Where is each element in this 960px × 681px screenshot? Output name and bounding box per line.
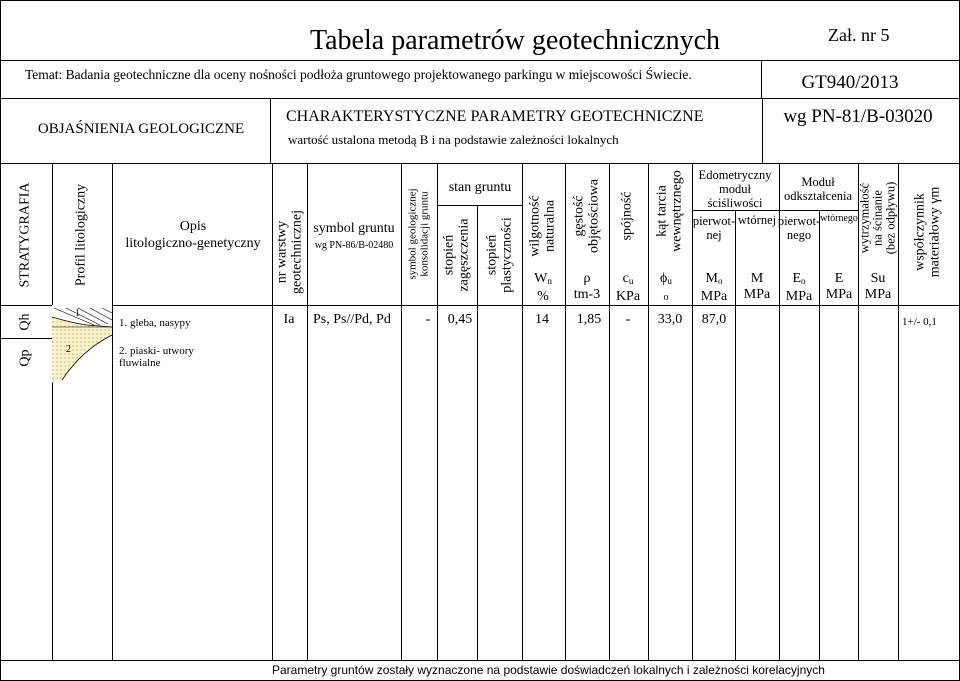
cell-moisture: 14: [535, 312, 549, 327]
e-symbol: E: [834, 271, 844, 286]
layer-2-description-line2: fluwialne: [119, 357, 161, 369]
cell-layer: Ia: [283, 312, 295, 327]
e0-symbol-sub: o: [801, 275, 806, 286]
oedometric-secondary-unit: [744, 271, 770, 303]
lithological-profile-drawing: [52, 305, 113, 385]
cohesion-unit: [616, 271, 640, 305]
soil-symbol-header-label: symbol gruntu: [313, 221, 395, 236]
deformation-primary-header: [778, 214, 820, 242]
deformation-primary-header-line2: nego: [786, 228, 812, 242]
cell-geological-symbol: -: [425, 312, 431, 327]
layer-1-description: 1. gleba, nasypy: [119, 317, 191, 329]
document-code: GT940/2013: [801, 72, 899, 93]
moisture-unit: [534, 271, 552, 305]
deformation-secondary-unit: [826, 271, 852, 303]
plasticity-index-header-line1: stopień: [484, 234, 500, 276]
bulk-density-unit-label: tm-3: [573, 287, 601, 302]
cohesion-symbol-sub: u: [628, 275, 634, 286]
m0-symbol-sub: o: [717, 275, 723, 286]
deformation-modulus-header-line2: odkształcenia: [783, 189, 853, 203]
e-unit-label: MPa: [825, 287, 853, 302]
oedometric-primary-unit: [701, 271, 727, 305]
geological-explanations: OBJAŚNIENIA GEOLOGICZNE: [37, 121, 245, 137]
oedometric-modulus-header-line3: ściśliwości: [707, 196, 763, 210]
cell-friction-angle: 33,0: [657, 312, 683, 327]
bulk-density-header-line1: gęstość: [571, 195, 587, 237]
bulk-density-header: [572, 179, 601, 253]
deformation-modulus-header-line1: Moduł: [801, 175, 835, 189]
geological-symbol-header-line1: symbol geologicznej: [406, 188, 419, 280]
friction-symbol-sub: u: [667, 275, 672, 286]
oedometric-modulus-header-line1: Edometryczny: [698, 168, 772, 182]
deformation-primary-unit: [786, 271, 812, 305]
stratigraphy-qp: Qp: [17, 349, 33, 367]
standard-reference: wg PN-81/B-03020: [783, 106, 933, 127]
cohesion-header: spójność: [619, 191, 635, 241]
deformation-primary-header-line1: pierwot-: [777, 214, 821, 228]
m0-unit-label: MPa: [700, 288, 728, 304]
density-index-header-line1: stopień: [441, 234, 457, 276]
oedometric-primary-header-line1: pierwot-: [692, 214, 736, 228]
description-header-line1: Opis: [179, 219, 207, 234]
moisture-header: [528, 195, 557, 256]
oedometric-modulus-header: [699, 168, 772, 210]
m0-symbol: M: [705, 271, 718, 286]
shear-strength-header-line1: wytrzymałość: [857, 182, 872, 254]
lithological-profile-header: Profil litologiczny: [73, 183, 89, 287]
characteristic-parameters-title: CHARAKTERYSTYCZNE PARAMETRY GEOTECHNICZNE: [286, 108, 704, 125]
description-header: [125, 218, 260, 252]
moisture-unit-label: %: [537, 288, 549, 304]
geological-symbol-header: [407, 188, 430, 279]
layer-2-description-line1: 2. piaski- utwory: [119, 345, 194, 357]
layer-number-header-line2: geotechnicznej: [289, 210, 304, 294]
moisture-header-line2: naturalna: [542, 199, 557, 253]
material-coefficient-header: [913, 187, 942, 278]
bulk-density-unit: [574, 271, 600, 303]
plasticity-index-header: [485, 217, 514, 292]
description-header-line2: litologiczno-genetyczny: [125, 236, 261, 251]
bulk-density-symbol: ρ: [583, 271, 591, 286]
friction-angle-header-line2: wewnętrznego: [669, 170, 684, 252]
cell-bulk-density: 1,85: [576, 312, 602, 327]
page-title: Tabela parametrów geotechnicznych: [309, 25, 721, 56]
stratigraphy-header: STRATYGRAFIA: [17, 182, 33, 288]
friction-angle-header: [655, 170, 684, 252]
topic-text: Temat: Badania geotechniczne dla oceny nośności podłoża gruntowego projektowanego parkingu w miejscowości Świecie.: [25, 67, 692, 82]
oedometric-secondary-header: wtórnej: [737, 213, 777, 227]
deformation-secondary-header: wtórnego: [820, 213, 858, 224]
density-index-header: [442, 218, 471, 291]
soil-state-header: stan gruntu: [448, 180, 512, 195]
su-unit-label: MPa: [864, 287, 892, 302]
soil-symbol-header-norm: wg PN-86/B-02480: [314, 240, 394, 251]
moisture-header-line1: wilgotność: [527, 195, 543, 257]
cohesion-symbol: c: [622, 271, 629, 286]
cohesion-unit-label: KPa: [615, 288, 641, 304]
e0-symbol: E: [792, 271, 802, 286]
layer-number-header: [275, 210, 304, 294]
oedometric-primary-header-line2: nej: [706, 228, 722, 242]
deformation-modulus-header: [784, 175, 852, 203]
moisture-symbol: W: [534, 271, 548, 286]
su-symbol: Su: [870, 271, 886, 286]
cell-cohesion: -: [625, 312, 631, 327]
cell-oedometric-primary: 87,0: [701, 312, 727, 327]
friction-unit-label: o: [663, 291, 669, 303]
cell-material-coefficient: 1+/- 0,1: [902, 316, 937, 328]
oedometric-modulus-header-line2: moduł: [719, 182, 751, 196]
bulk-density-header-line2: objętościowa: [586, 179, 601, 253]
e0-unit-label: MPa: [785, 288, 813, 304]
cell-soil-symbol: Ps, Ps//Pd, Pd: [313, 312, 391, 327]
friction-unit: [660, 271, 672, 306]
moisture-symbol-sub: n: [547, 275, 552, 286]
material-coefficient-header-line2: materiałowy γm: [927, 186, 942, 278]
density-index-header-line2: zagęszczenia: [456, 218, 471, 292]
m-unit-label: MPa: [743, 287, 771, 302]
profile-layer-1-number: 1: [75, 308, 80, 319]
shear-strength-unit: [865, 271, 891, 303]
stratigraphy-qh: Qh: [17, 313, 33, 331]
annex-number: Zał. nr 5: [828, 25, 890, 45]
profile-layer-2-number: 2: [66, 344, 71, 355]
characteristic-parameters-subtitle: wartość ustalona metodą B i na podstawie zależności lokalnych: [288, 132, 619, 147]
plasticity-index-header-line2: plastyczności: [499, 217, 514, 293]
shear-strength-header: [859, 182, 898, 255]
friction-symbol: ϕ: [660, 271, 668, 286]
layer-number-header-line1: nr warstwy: [274, 220, 290, 284]
stratigraphy-divider: [0, 338, 52, 339]
material-coefficient-header-line1: współczynnik: [912, 193, 928, 271]
soil-symbol-header: [313, 220, 394, 252]
m-symbol: M: [750, 271, 764, 286]
shear-strength-header-line3: (bez odpływu): [883, 181, 898, 255]
geological-symbol-header-line2: konsolidacji gruntu: [418, 191, 430, 277]
cell-density-index: 0,45: [447, 312, 473, 327]
layer-2-description: [119, 345, 194, 369]
oedometric-primary-header: [693, 214, 735, 242]
shear-strength-header-line2: na ścinanie: [870, 190, 885, 246]
friction-angle-header-line1: kąt tarcia: [654, 185, 670, 237]
footer-note: Parametry gruntów zostały wyznaczone na podstawie doświadczeń lokalnych i zależności korelacyjnych: [272, 663, 825, 677]
